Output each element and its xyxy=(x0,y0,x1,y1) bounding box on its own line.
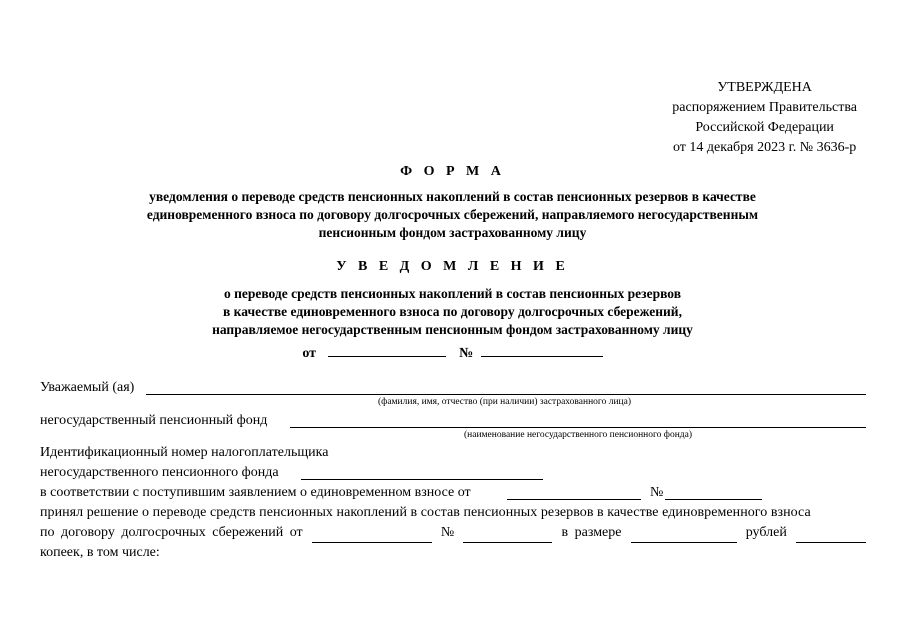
decision-text: принял решение о переводе средств пенсионных накоплений в состав пенсионных резервов в качестве единовременного взноса xyxy=(40,505,811,520)
application-date-field[interactable] xyxy=(507,499,641,500)
amount-label: в размере xyxy=(561,525,622,540)
contract-from-label: по договору долгосрочных сбережений от xyxy=(40,525,303,540)
contract-row xyxy=(40,523,866,543)
notice-subtitle xyxy=(0,285,905,339)
fund-name-hint: (наименование негосударственного пенсионного фонда) xyxy=(464,430,692,440)
form-subtitle-line-3: пенсионным фондом застрахованному лицу xyxy=(318,225,587,240)
application-number-sign: № xyxy=(650,485,664,500)
kopecks-line: копеек, в том числе: xyxy=(40,545,160,560)
contract-date-field[interactable] xyxy=(312,528,432,543)
inn-label-line-2: негосударственного пенсионного фонда xyxy=(40,465,279,480)
form-subtitle-line-1: уведомления о переводе средств пенсионных накоплений в состав пенсионных резервов в качестве xyxy=(149,189,756,204)
approval-block xyxy=(672,78,857,158)
amount-rubles-field[interactable] xyxy=(631,528,737,543)
contract-number-field[interactable] xyxy=(463,528,552,543)
notice-subtitle-line-3: направляемое негосударственным пенсионным фондом застрахованному лицу xyxy=(212,322,693,337)
rubles-label: рублей xyxy=(745,525,787,540)
number-field[interactable] xyxy=(481,342,603,357)
application-number-field[interactable] xyxy=(665,499,762,500)
fund-label: негосударственный пенсионный фонд xyxy=(40,413,268,428)
amount-kopecks-field[interactable] xyxy=(796,528,866,543)
form-subtitle-line-2: единовременного взноса по договору долгосрочных сбережений, направляемого негосударственным xyxy=(146,207,759,222)
date-from-label: от xyxy=(302,346,317,361)
application-text: в соответствии с поступившим заявлением о единовременном взносе от xyxy=(40,485,471,500)
approval-date-line: от 14 декабря 2023 г. № 3636-р xyxy=(672,140,857,155)
decision-line xyxy=(40,503,866,523)
notice-heading: У В Е Д О М Л Е Н И Е xyxy=(336,259,569,274)
notice-date-number-line xyxy=(0,342,905,362)
form-subtitle xyxy=(0,188,905,242)
approval-line-3: Российской Федерации xyxy=(695,120,834,135)
fund-name-field[interactable] xyxy=(290,427,866,428)
approval-line-2: распоряжением Правительства xyxy=(672,100,857,115)
number-sign: № xyxy=(459,346,474,361)
contract-number-sign: № xyxy=(440,525,455,540)
fund-inn-field[interactable] xyxy=(301,479,543,480)
date-field[interactable] xyxy=(328,342,446,357)
decision-line-text xyxy=(40,503,866,523)
greeting-label: Уважаемый (ая) xyxy=(40,380,135,395)
inn-label-line-1: Идентификационный номер налогоплательщика xyxy=(40,445,329,460)
notice-subtitle-line-1: о переводе средств пенсионных накоплений в состав пенсионных резервов xyxy=(223,286,682,301)
insured-person-name-field[interactable] xyxy=(146,394,866,395)
insured-person-hint: (фамилия, имя, отчество (при наличии) застрахованного лица) xyxy=(378,397,631,407)
notice-subtitle-line-2: в качестве единовременного взноса по договору долгосрочных сбережений, xyxy=(223,304,682,319)
form-heading: Ф О Р М А xyxy=(400,164,505,179)
approval-title: УТВЕРЖДЕНА xyxy=(717,80,812,95)
